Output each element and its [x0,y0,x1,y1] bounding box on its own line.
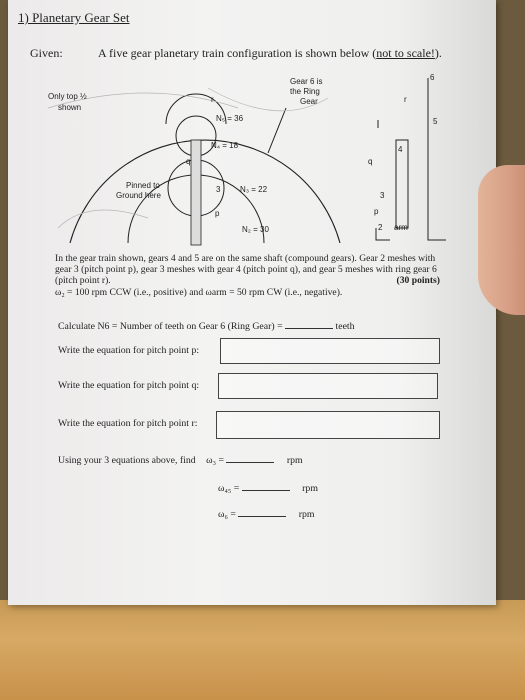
worksheet-page [8,0,496,605]
label-p: p [215,209,220,218]
side-2: 2 [378,223,383,232]
problem-title: 1) Planetary Gear Set [18,10,130,25]
n3-label: N₃ = 22 [240,185,268,194]
label-r: r [211,95,214,104]
eq-r-label: Write the equation for pitch point r: [58,418,198,429]
omega3-blank[interactable] [226,453,274,463]
n4-label: N₄ = 18 [211,141,239,150]
side-4: 4 [398,145,403,154]
only-top-label: Only top ½ [48,92,87,101]
label-q: q [186,157,191,166]
omega6-blank[interactable] [238,507,286,517]
omega45-blank[interactable] [242,481,290,491]
eq-r-answer-box[interactable] [216,411,440,439]
eq-p-answer-box[interactable] [220,338,440,364]
given-text-end: ). [434,46,442,60]
given-emphasis: not to scale! [376,46,435,60]
calc-line [58,319,355,332]
wooden-table [0,600,525,700]
side-r: r [404,95,407,104]
omega45-label: ω₄₅ = [218,483,240,494]
given-text [98,46,442,61]
using-text: Using your 3 equations above, find [58,455,196,466]
omega6-line [218,507,315,520]
given-label: Given: [30,46,63,60]
side-5: 5 [433,117,438,126]
omega45-line [218,481,318,494]
ring-pointer [268,108,286,153]
rpm-label-3: rpm [298,509,315,520]
side-p: p [374,207,379,216]
label-3: 3 [216,185,221,194]
eq-q-label: Write the equation for pitch point q: [58,380,200,391]
omega3-label: ω₃ = [206,455,224,466]
gear-diagram [28,68,458,248]
gear6-line3: Gear [300,97,318,106]
n5-label: N₅ = 36 [216,114,244,123]
arm-bar [191,140,201,245]
rpm-label-1: rpm [286,455,303,466]
problem-paragraph [55,253,440,298]
pinned-label-1: Pinned to [126,181,160,190]
calc-prefix: Calculate N6 = Number of teeth on Gear 6 (Ring Gear) = [58,321,286,332]
calc-suffix: teeth [333,321,355,332]
side-3: 3 [380,191,385,200]
side-q: q [368,157,373,166]
n2-label: N₂ = 30 [242,225,269,234]
side-arm: arm [394,223,408,232]
rpm-label-2: rpm [302,483,318,494]
eq-p-label: Write the equation for pitch point p: [58,345,200,356]
gear6-line1: Gear 6 is [290,77,323,86]
using-line [58,453,303,466]
paragraph-text: In the gear train shown, gears 4 and 5 are on the same shaft (compound gears). Gear 2 meshes with gear 3 (pitch point p), gear 3 meshes with gear 4 (pitch point q), and gear 5 meshes with ring gear 6 (pitch point r). [55,253,437,287]
side-6: 6 [430,73,435,82]
points-label: (30 points) [396,275,440,287]
gear6-line2: the Ring [290,87,320,96]
ring-gear-arc [70,140,340,243]
shown-label: shown [58,103,82,112]
side-view-frame [376,78,446,240]
pinned-label-2: Ground here [116,191,161,200]
given-text-main: A five gear planetary train configuration is shown below ( [98,46,377,60]
eq-q-answer-box[interactable] [218,373,438,399]
omega6-label: ω₆ = [218,509,236,520]
thumb [478,165,525,315]
n6-blank[interactable] [285,319,333,329]
omega-line: ω₂ = 100 rpm CCW (i.e., positive) and ωarm = 50 rpm CW (i.e., negative). [55,286,343,298]
